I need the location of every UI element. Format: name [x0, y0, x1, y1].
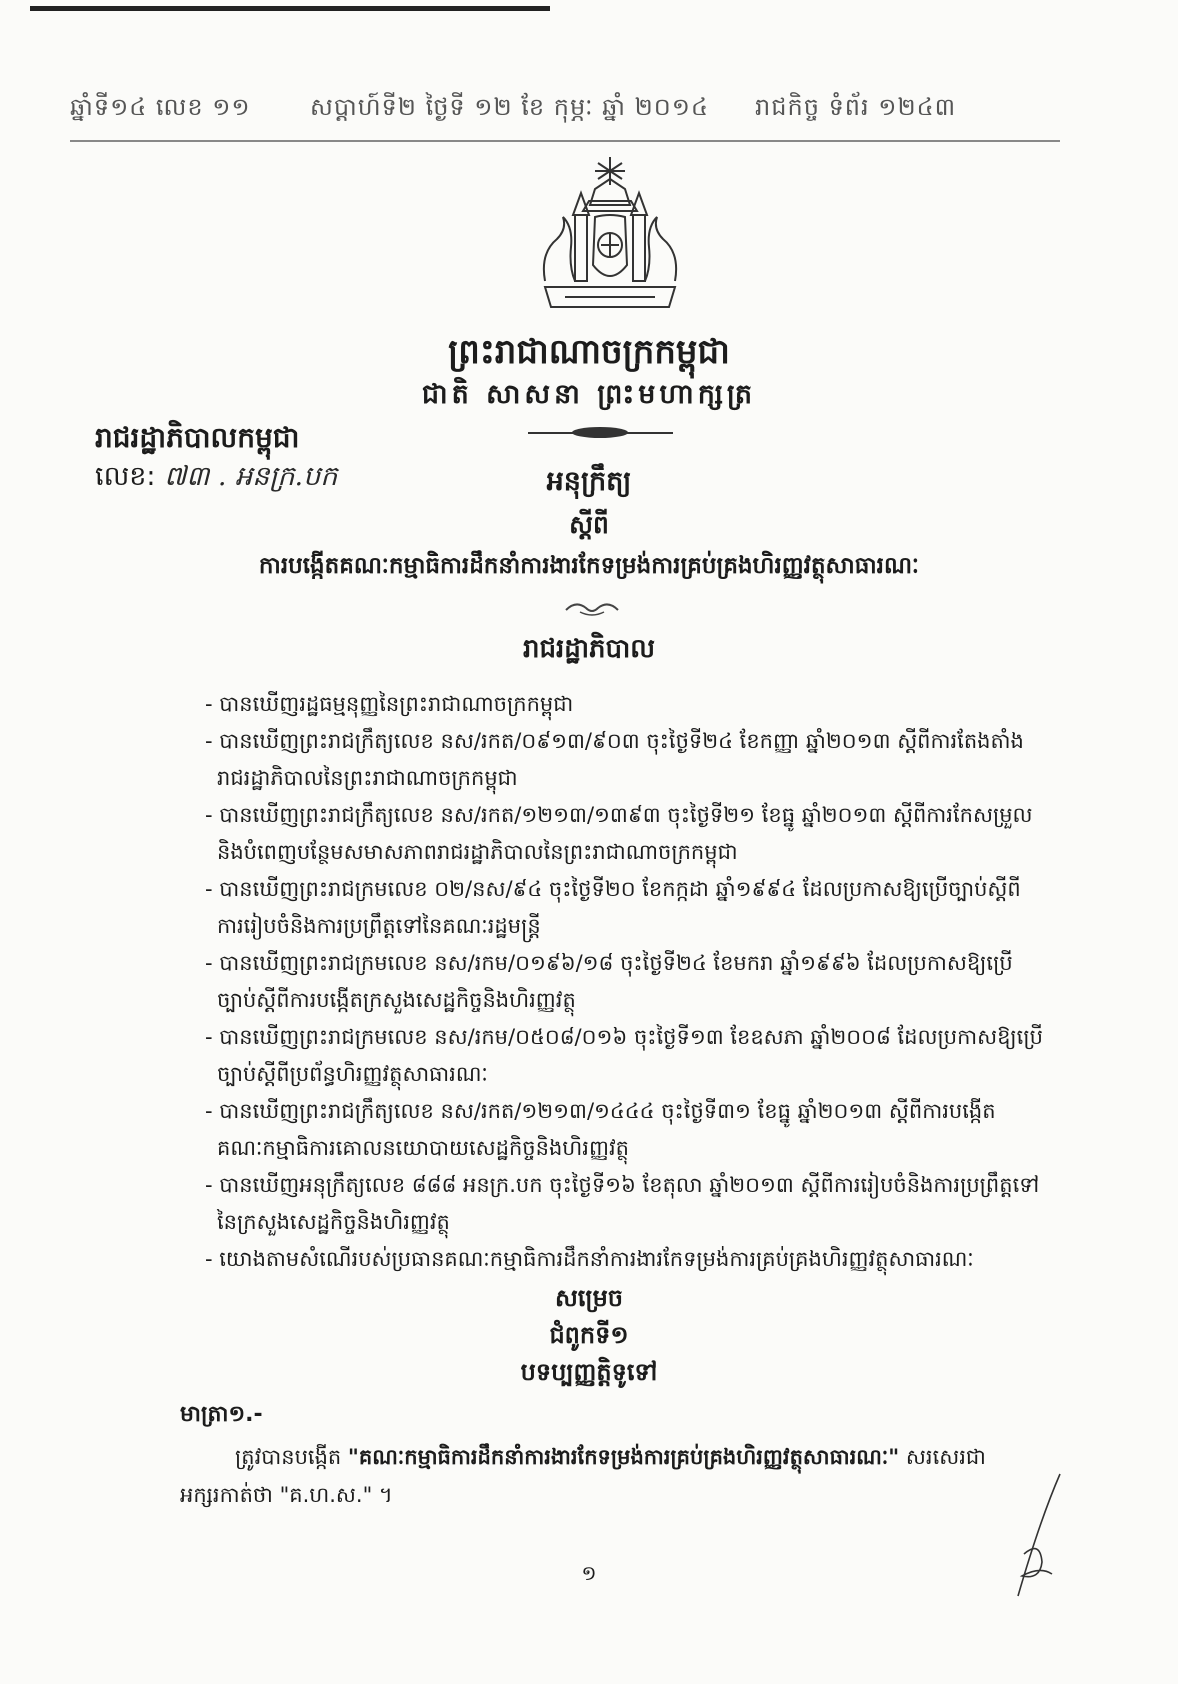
- preamble-list: [205, 686, 1045, 1278]
- gazette-page: រាជកិច្ច ទំព័រ ១២៤៣: [755, 93, 957, 121]
- document-type: អនុក្រឹត្យ: [546, 466, 632, 497]
- preamble-item-line-1: - បានឃើញព្រះរាជក្រឹត្យលេខ នស/រកត/១២១៣/១៣៩៣ ចុះថ្ងៃទី២១ ខែធ្នូ ឆ្នាំ២០១៣ ស្តីពីការកែសម្រួល: [205, 803, 1033, 827]
- preamble-item: [205, 1167, 1045, 1241]
- preamble-item: [205, 1093, 1045, 1167]
- article-1-body: [180, 1438, 1050, 1514]
- general-provisions-heading: បទប្បញ្ញត្តិទូទៅ: [520, 1358, 658, 1386]
- preamble-item: [205, 871, 1045, 945]
- article-1-committee-name: "គណៈកម្មាធិការដឹកនាំការងារកែទម្រង់ការគ្រប់គ្រងហិរញ្ញវត្ថុសាធារណៈ": [347, 1445, 900, 1469]
- top-scan-bar: [30, 6, 550, 11]
- preamble-item-line-1: - បានឃើញព្រះរាជក្រមលេខ នស/រកម/០១៩៦/១៨ ចុះថ្ងៃទី២៤ ខែមករា ឆ្នាំ១៩៩៦ ដែលប្រកាសឱ្យប្រើ: [205, 951, 1013, 975]
- article-1-lead: ត្រូវបានបង្កើត: [235, 1445, 342, 1469]
- chapter-heading: ជំពូកទី១: [549, 1321, 629, 1349]
- issuing-government: រាជរដ្ឋាភិបាលកម្ពុជា: [95, 421, 300, 454]
- preamble-item-line-2: ច្បាប់ស្តីពីប្រព័ន្ធហិរញ្ញវត្ថុសាធារណៈ: [217, 1062, 488, 1086]
- page-number: ១: [581, 1561, 597, 1585]
- reference-handwritten-number: ៧៣ . អនក្រ.បក: [164, 461, 338, 492]
- preamble-item: [205, 686, 1045, 723]
- preamble-item-line-2: ការរៀបចំនិងការប្រព្រឹត្តទៅនៃគណៈរដ្ឋមន្ត្រី: [217, 914, 541, 938]
- article-1-line-2: អក្សរកាត់ថា "គ.ហ.ស." ។: [180, 1483, 393, 1507]
- gazette-week-date: សប្តាហ៍ទី២ ថ្ងៃទី ១២ ខែ កុម្ភៈ ឆ្នាំ ២០១៤: [310, 93, 709, 121]
- preamble-item-line-2: និងបំពេញបន្ថែមសមាសភាពរាជរដ្ឋាភិបាលនៃព្រះរាជាណាចក្រកម្ពុជា: [217, 840, 738, 864]
- preamble-item: [205, 723, 1045, 797]
- preamble-item-line-1: - យោងតាមសំណើរបស់ប្រធានគណៈកម្មាធិការដឹកនាំការងារកែទម្រង់ការគ្រប់គ្រងហិរញ្ញវត្ថុសាធារណៈ: [205, 1247, 974, 1271]
- preamble-item: [205, 797, 1045, 871]
- royal-arms-emblem-icon: [535, 155, 685, 315]
- preamble-item-line-2: នៃក្រសួងសេដ្ឋកិច្ចនិងហិរញ្ញវត្ថុ: [217, 1210, 450, 1234]
- motto-divider-ornament: [572, 427, 628, 438]
- reference-prefix: លេខ:: [95, 461, 156, 492]
- preamble-item-line-1: - បានឃើញអនុក្រឹត្យលេខ ៨៨៨ អនក្រ.បក ចុះថ្ងៃទី១៦ ខែតុលា ឆ្នាំ២០១៣ ស្តីពីការរៀបចំនិងការប្រព្រឹត្តទៅ: [205, 1173, 1040, 1197]
- gazette-year-issue: ឆ្នាំទី១៤ លេខ ១១: [70, 93, 251, 121]
- gazette-header: [70, 92, 1060, 132]
- on-word: ស្តីពី: [569, 510, 609, 539]
- preamble-item-line-1: - បានឃើញព្រះរាជក្រឹត្យលេខ នស/រកត/១២១៣/១៤៤៤ ចុះថ្ងៃទី៣១ ខែធ្នូ ឆ្នាំ២០១៣ ស្តីពីការបង្កើត: [205, 1099, 996, 1123]
- document-subject: ការបង្កើតគណៈកម្មាធិការដឹកនាំការងារកែទម្រង់ការគ្រប់គ្រងហិរញ្ញវត្ថុសាធារណៈ: [258, 553, 920, 579]
- preamble-item-line-2: ច្បាប់ស្តីពីការបង្កើតក្រសួងសេដ្ឋកិច្ចនិងហិរញ្ញវត្ថុ: [217, 988, 576, 1012]
- header-rule: [70, 140, 1060, 142]
- royal-government-heading: រាជរដ្ឋាភិបាល: [522, 634, 656, 664]
- preamble-item-line-2: គណៈកម្មាធិការគោលនយោបាយសេដ្ឋកិច្ចនិងហិរញ្ញវត្ថុ: [217, 1136, 629, 1160]
- preamble-item-line-1: - បានឃើញរដ្ឋធម្មនុញ្ញនៃព្រះរាជាណាចក្រកម្ពុជា: [205, 692, 574, 716]
- preamble-item-line-1: - បានឃើញព្រះរាជក្រមលេខ ០២/នស/៩៤ ចុះថ្ងៃទី២០ ខែកក្កដា ឆ្នាំ១៩៩៤ ដែលប្រកាសឱ្យប្រើច្បាប់ស្តីពី: [205, 877, 1021, 901]
- preamble-item: [205, 1019, 1045, 1093]
- decides-heading: សម្រេច: [554, 1284, 624, 1312]
- kingdom-title: ព្រះរាជាណាចក្រកម្ពុជា: [448, 332, 730, 372]
- article-1-line-1: [180, 1438, 1050, 1476]
- flourish-ornament-icon: [562, 598, 622, 618]
- preamble-item-line-1: - បានឃើញព្រះរាជក្រឹត្យលេខ នស/រកត/០៩១៣/៩០៣ ចុះថ្ងៃទី២៤ ខែកញ្ញា ឆ្នាំ២០១៣ ស្តីពីការតែងតាំង: [205, 729, 1024, 753]
- article-1-tail: សរសេរជា: [905, 1445, 986, 1469]
- preamble-item: [205, 945, 1045, 1019]
- national-motto: ជាតិ សាសនា ព្រះមហាក្សត្រ: [421, 379, 757, 410]
- article-1-title: មាត្រា១.-: [180, 1402, 263, 1427]
- preamble-item-line-1: - បានឃើញព្រះរាជក្រមលេខ នស/រកម/០៥០៨/០១៦ ចុះថ្ងៃទី១៣ ខែឧសភា ឆ្នាំ២០០៨ ដែលប្រកាសឱ្យប្រើ: [205, 1025, 1043, 1049]
- preamble-item-line-2: រាជរដ្ឋាភិបាលនៃព្រះរាជាណាចក្រកម្ពុជា: [217, 766, 518, 790]
- preamble-item: [205, 1241, 1045, 1278]
